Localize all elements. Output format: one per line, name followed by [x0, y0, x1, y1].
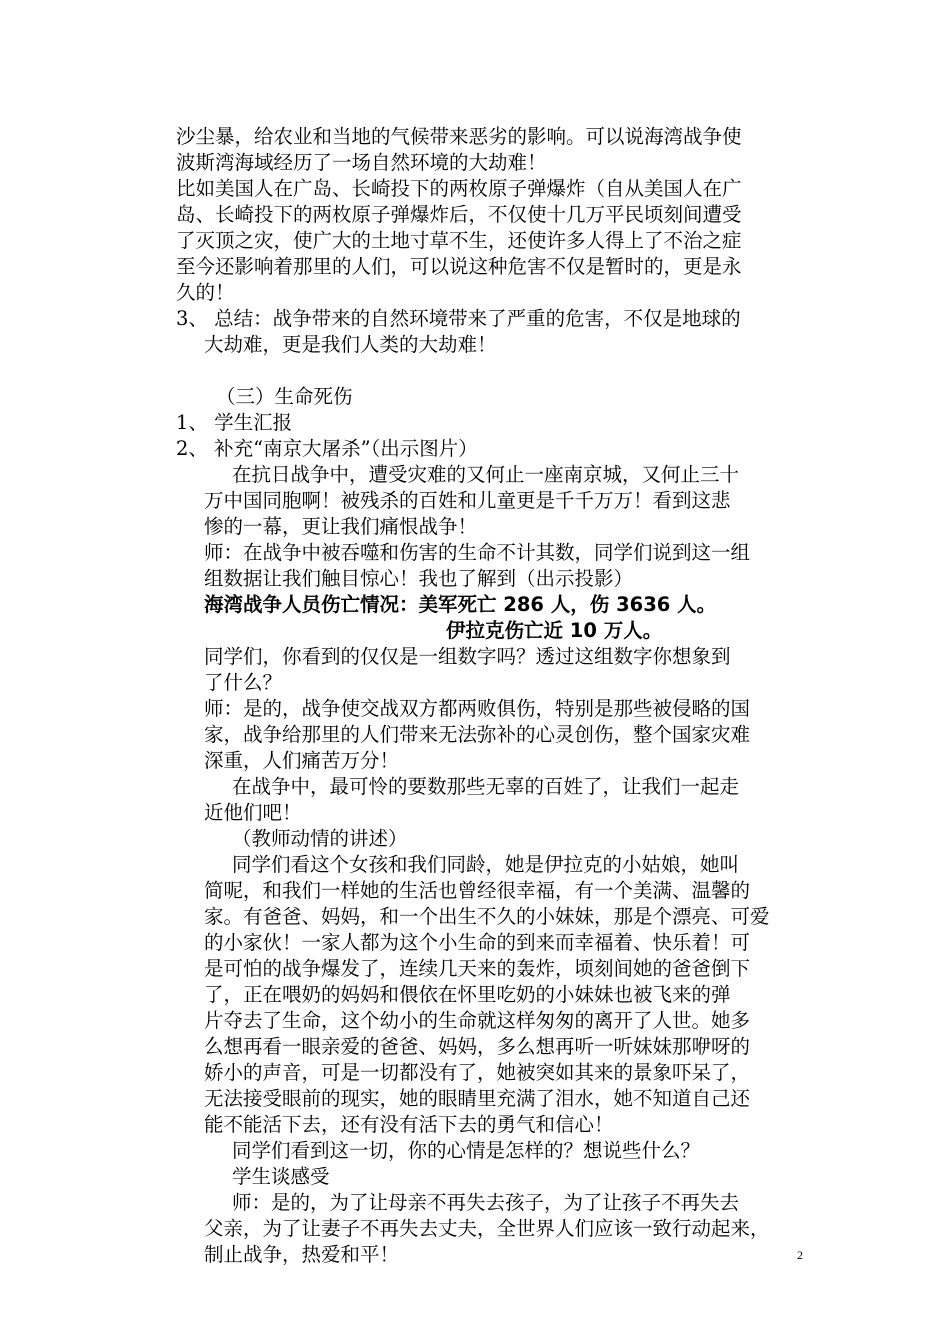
- paragraph-line: 同学们看这个女孩和我们同龄，她是伊拉克的小姑娘，她叫: [232, 853, 740, 876]
- paragraph-line: 深重，人们痛苦万分！: [204, 749, 400, 772]
- paragraph-line: 同学们看到这一切，你的心情是怎样的？想说些什么？: [232, 1139, 701, 1162]
- paragraph-line: 久的！: [176, 281, 235, 304]
- list-item: 1、 学生汇报: [176, 411, 293, 434]
- paragraph-line: 惨的一幕，更让我们痛恨战争！: [204, 515, 478, 538]
- paragraph-line: 了什么？: [204, 671, 283, 694]
- paragraph-line: 无法接受眼前的现实，她的眼睛里充满了泪水，她不知道自己还: [204, 1087, 751, 1110]
- paragraph-line: 同学们，你看到的仅仅是一组数字吗？透过这组数字你想象到: [204, 645, 731, 668]
- casualty-stats: 伊拉克伤亡近 10 万人。: [446, 619, 663, 642]
- paragraph-line: （教师动情的讲述）: [232, 827, 408, 850]
- paragraph-line: 制止战争，热爱和平！: [204, 1243, 400, 1266]
- paragraph-line: 组数据让我们触目惊心！我也了解到（出示投影）: [204, 567, 634, 590]
- paragraph-line: 了，正在喂奶的妈妈和偎依在怀里吃奶的小妹妹也被飞来的弹: [204, 983, 731, 1006]
- paragraph-line: 能不能活下去，还有没有活下去的勇气和信心！: [204, 1113, 614, 1136]
- paragraph-line: 至今还影响着那里的人们，可以说这种危害不仅是暂时的，更是永: [176, 255, 742, 278]
- paragraph-line: 在战争中，最可怜的要数那些无辜的百姓了，让我们一起走: [232, 775, 740, 798]
- paragraph-line: 简呢，和我们一样她的生活也曾经很幸福，有一个美满、温馨的: [204, 879, 751, 902]
- paragraph-line: 学生谈感受: [232, 1165, 330, 1188]
- paragraph-line: 师：是的，为了让母亲不再失去孩子，为了让孩子不再失去: [232, 1191, 740, 1214]
- paragraph-line: 在抗日战争中，遭受灾难的又何止一座南京城，又何止三十: [232, 463, 740, 486]
- paragraph-line: 了灭顶之灾，使广大的土地寸草不生，还使许多人得上了不治之症: [176, 229, 742, 252]
- paragraph-line: 么想再看一眼亲爱的爸爸、妈妈，多么想再听一听妹妹那咿呀的: [204, 1035, 751, 1058]
- paragraph-line: 近他们吧！: [204, 801, 302, 824]
- summary-item: 3、 总结：战争带来的自然环境带来了严重的危害，不仅是地球的: [176, 307, 741, 330]
- paragraph-line: 师：是的，战争使交战双方都两败俱伤，特别是那些被侵略的国: [204, 697, 751, 720]
- paragraph-line: 家。有爸爸、妈妈，和一个出生不久的小妹妹，那是个漂亮、可爱: [204, 905, 770, 928]
- section-heading: （三）生命死伤: [216, 385, 353, 408]
- paragraph-line: 娇小的声音，可是一切都没有了，她被突如其来的景象吓呆了，: [204, 1061, 751, 1084]
- paragraph-line: 师：在战争中被吞噬和伤害的生命不计其数，同学们说到这一组: [204, 541, 751, 564]
- paragraph-line: 万中国同胞啊！被残杀的百姓和儿童更是千千万万！看到这悲: [204, 489, 731, 512]
- casualty-stats: 海湾战争人员伤亡情况：美军死亡 286 人，伤 3636 人。: [204, 593, 717, 616]
- paragraph-line: 比如美国人在广岛、长崎投下的两枚原子弹爆炸（自从美国人在广: [176, 177, 742, 200]
- paragraph-line: 波斯湾海域经历了一场自然环境的大劫难！: [176, 151, 547, 174]
- paragraph-line: 家，战争给那里的人们带来无法弥补的心灵创伤，整个国家灾难: [204, 723, 751, 746]
- paragraph-line: 大劫难，更是我们人类的大劫难！: [204, 333, 497, 356]
- paragraph-line: 父亲，为了让妻子不再失去丈夫，全世界人们应该一致行动起来，: [204, 1217, 770, 1240]
- paragraph-line: 片夺去了生命，这个幼小的生命就这样匆匆的离开了人世。她多: [204, 1009, 751, 1032]
- paragraph-line: 是可怕的战争爆发了，连续几天来的轰炸，顷刻间她的爸爸倒下: [204, 957, 751, 980]
- list-item: 2、 补充“南京大屠杀”（出示图片）: [176, 437, 478, 460]
- page-number: 2: [797, 1248, 803, 1262]
- paragraph-line: 的小家伙！一家人都为这个小生命的到来而幸福着、快乐着！可: [204, 931, 751, 954]
- paragraph-line: 沙尘暴，给农业和当地的气候带来恶劣的影响。可以说海湾战争使: [176, 125, 742, 148]
- paragraph-line: 岛、长崎投下的两枚原子弹爆炸后，不仅使十几万平民顷刻间遭受: [176, 203, 742, 226]
